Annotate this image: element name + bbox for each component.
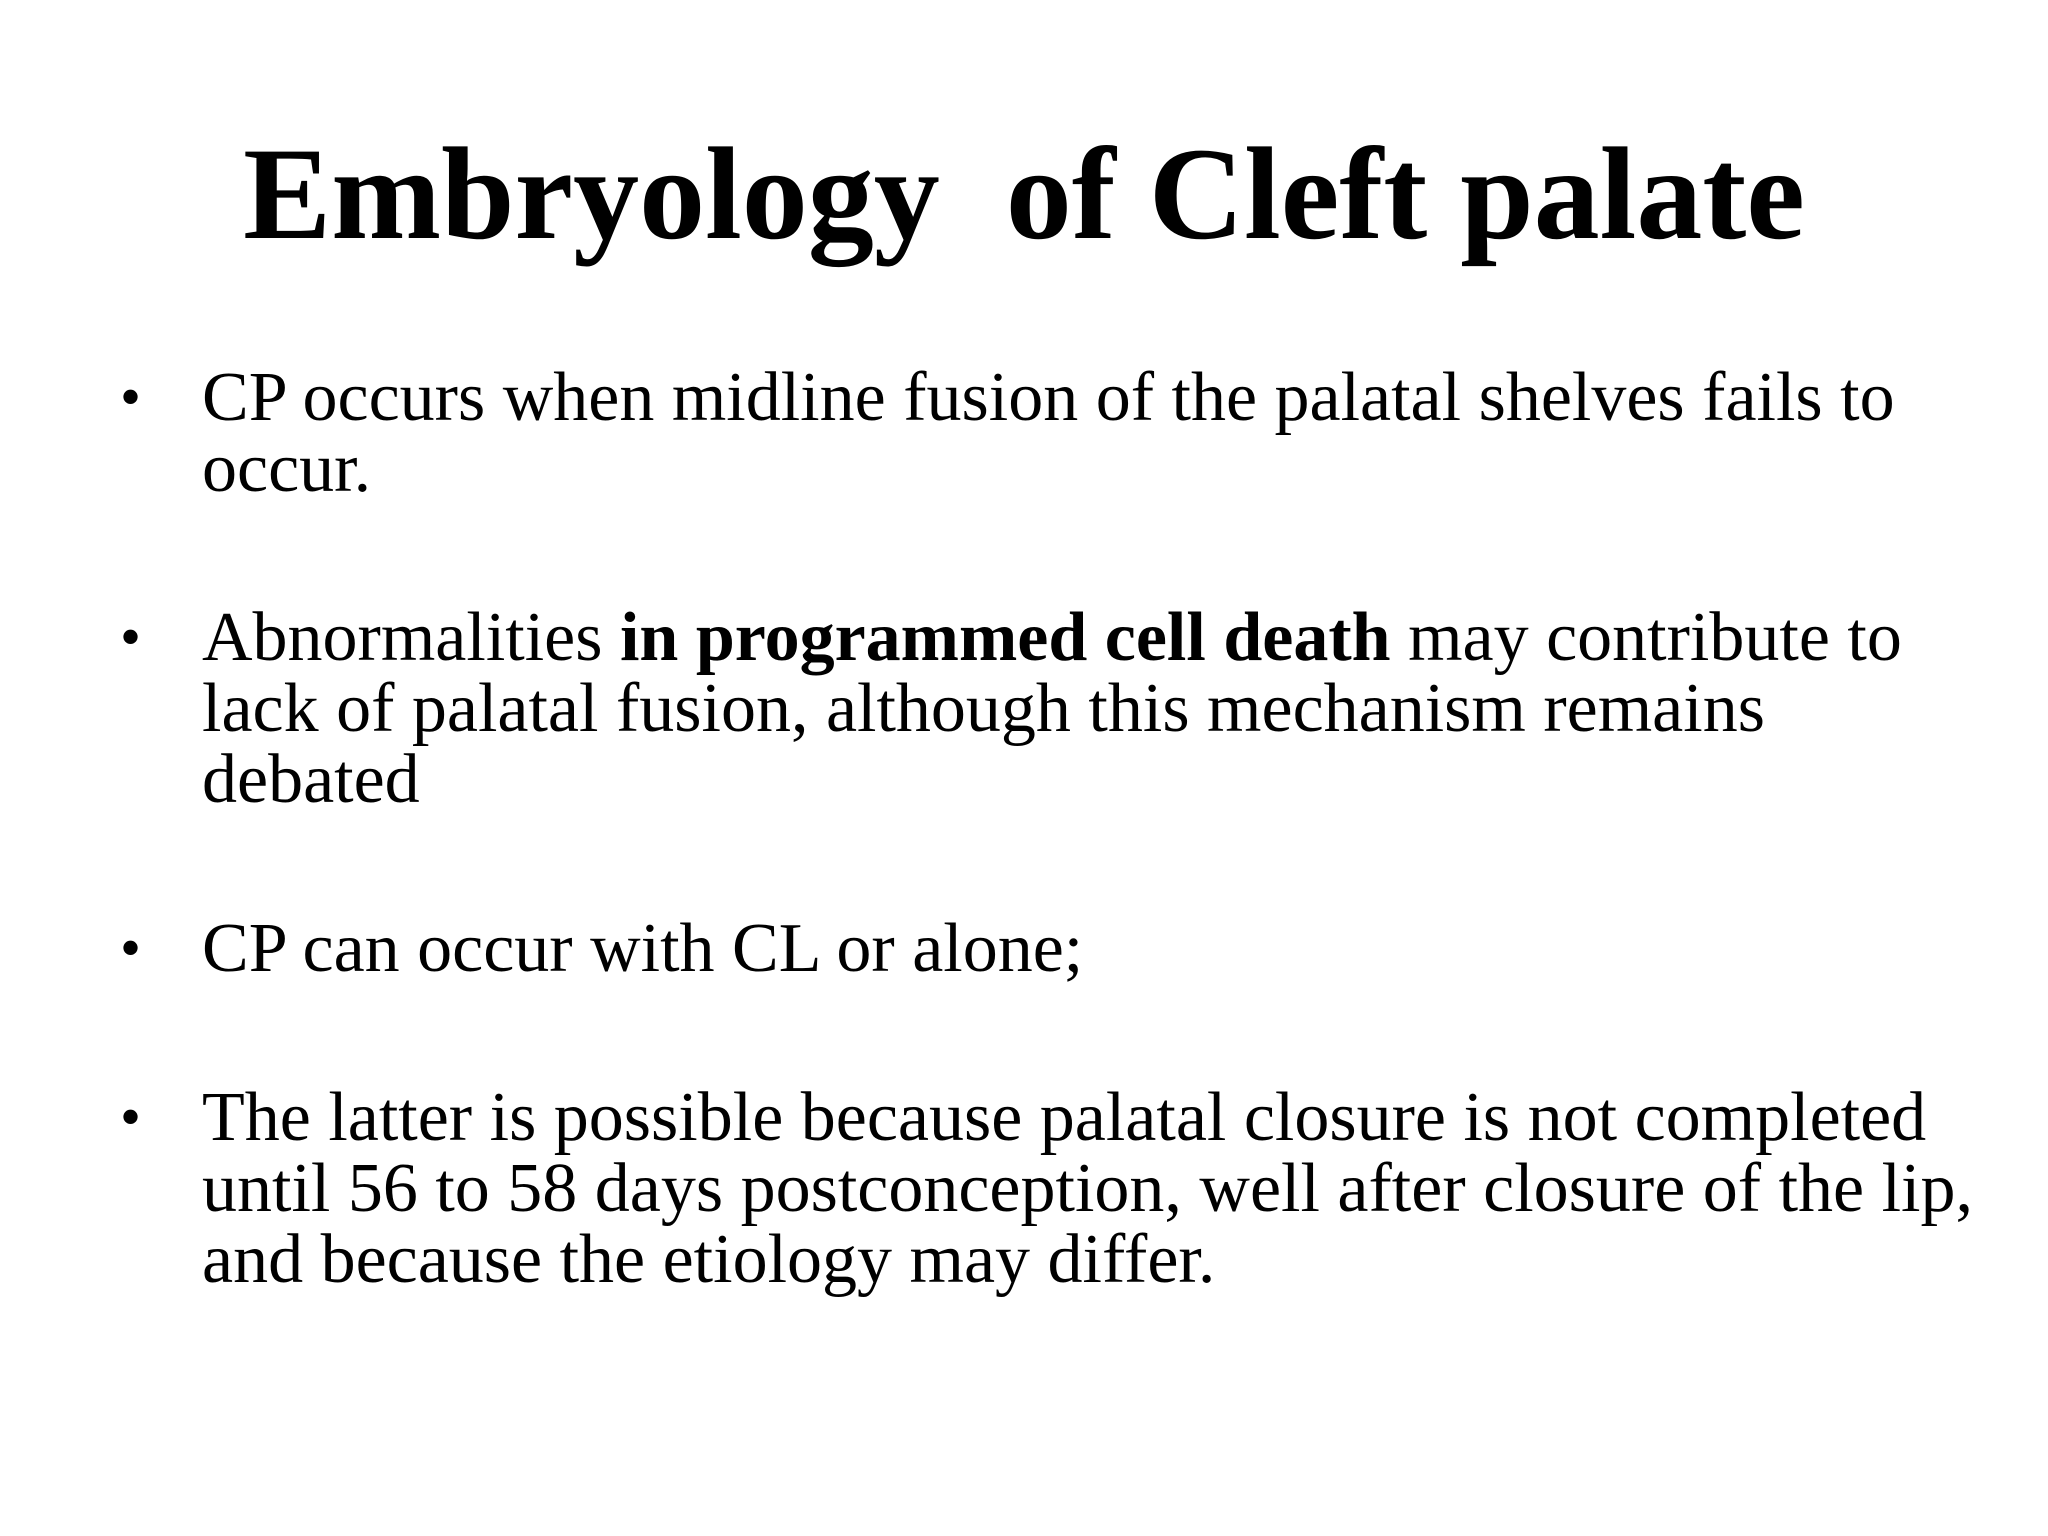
bullet-icon: •: [120, 915, 142, 981]
bullet-text-end: may contribute to lack of palatal fusion, although this mechanism remains debated: [202, 599, 1902, 818]
bullet-item: [120, 1079, 1980, 1298]
bullet-text-emphasis: in programmed cell death: [619, 599, 1391, 676]
bullet-icon: •: [120, 1084, 142, 1150]
bullet-item: [120, 359, 1980, 507]
slide-title: Embryology of Cleft palate: [243, 120, 1805, 267]
bullet-icon: •: [120, 364, 142, 430]
bullet-text: The latter is possible because palatal closure is not completed until 56 to 58 days postconception, well after closure of the lip, and because the etiology may differ.: [202, 1079, 1973, 1298]
bullet-text: CP can occur with CL or alone;: [202, 910, 1084, 987]
bullet-text: CP occurs when midline fusion of the palatal shelves fails to occur.: [202, 359, 1895, 507]
bullet-text-start: Abnormalities: [202, 599, 620, 676]
bullet-icon: •: [120, 604, 142, 670]
bullet-text: [202, 599, 1902, 818]
bullet-item: [120, 599, 1980, 818]
bullet-list: [120, 359, 1980, 1393]
bullet-item: [120, 910, 1980, 987]
